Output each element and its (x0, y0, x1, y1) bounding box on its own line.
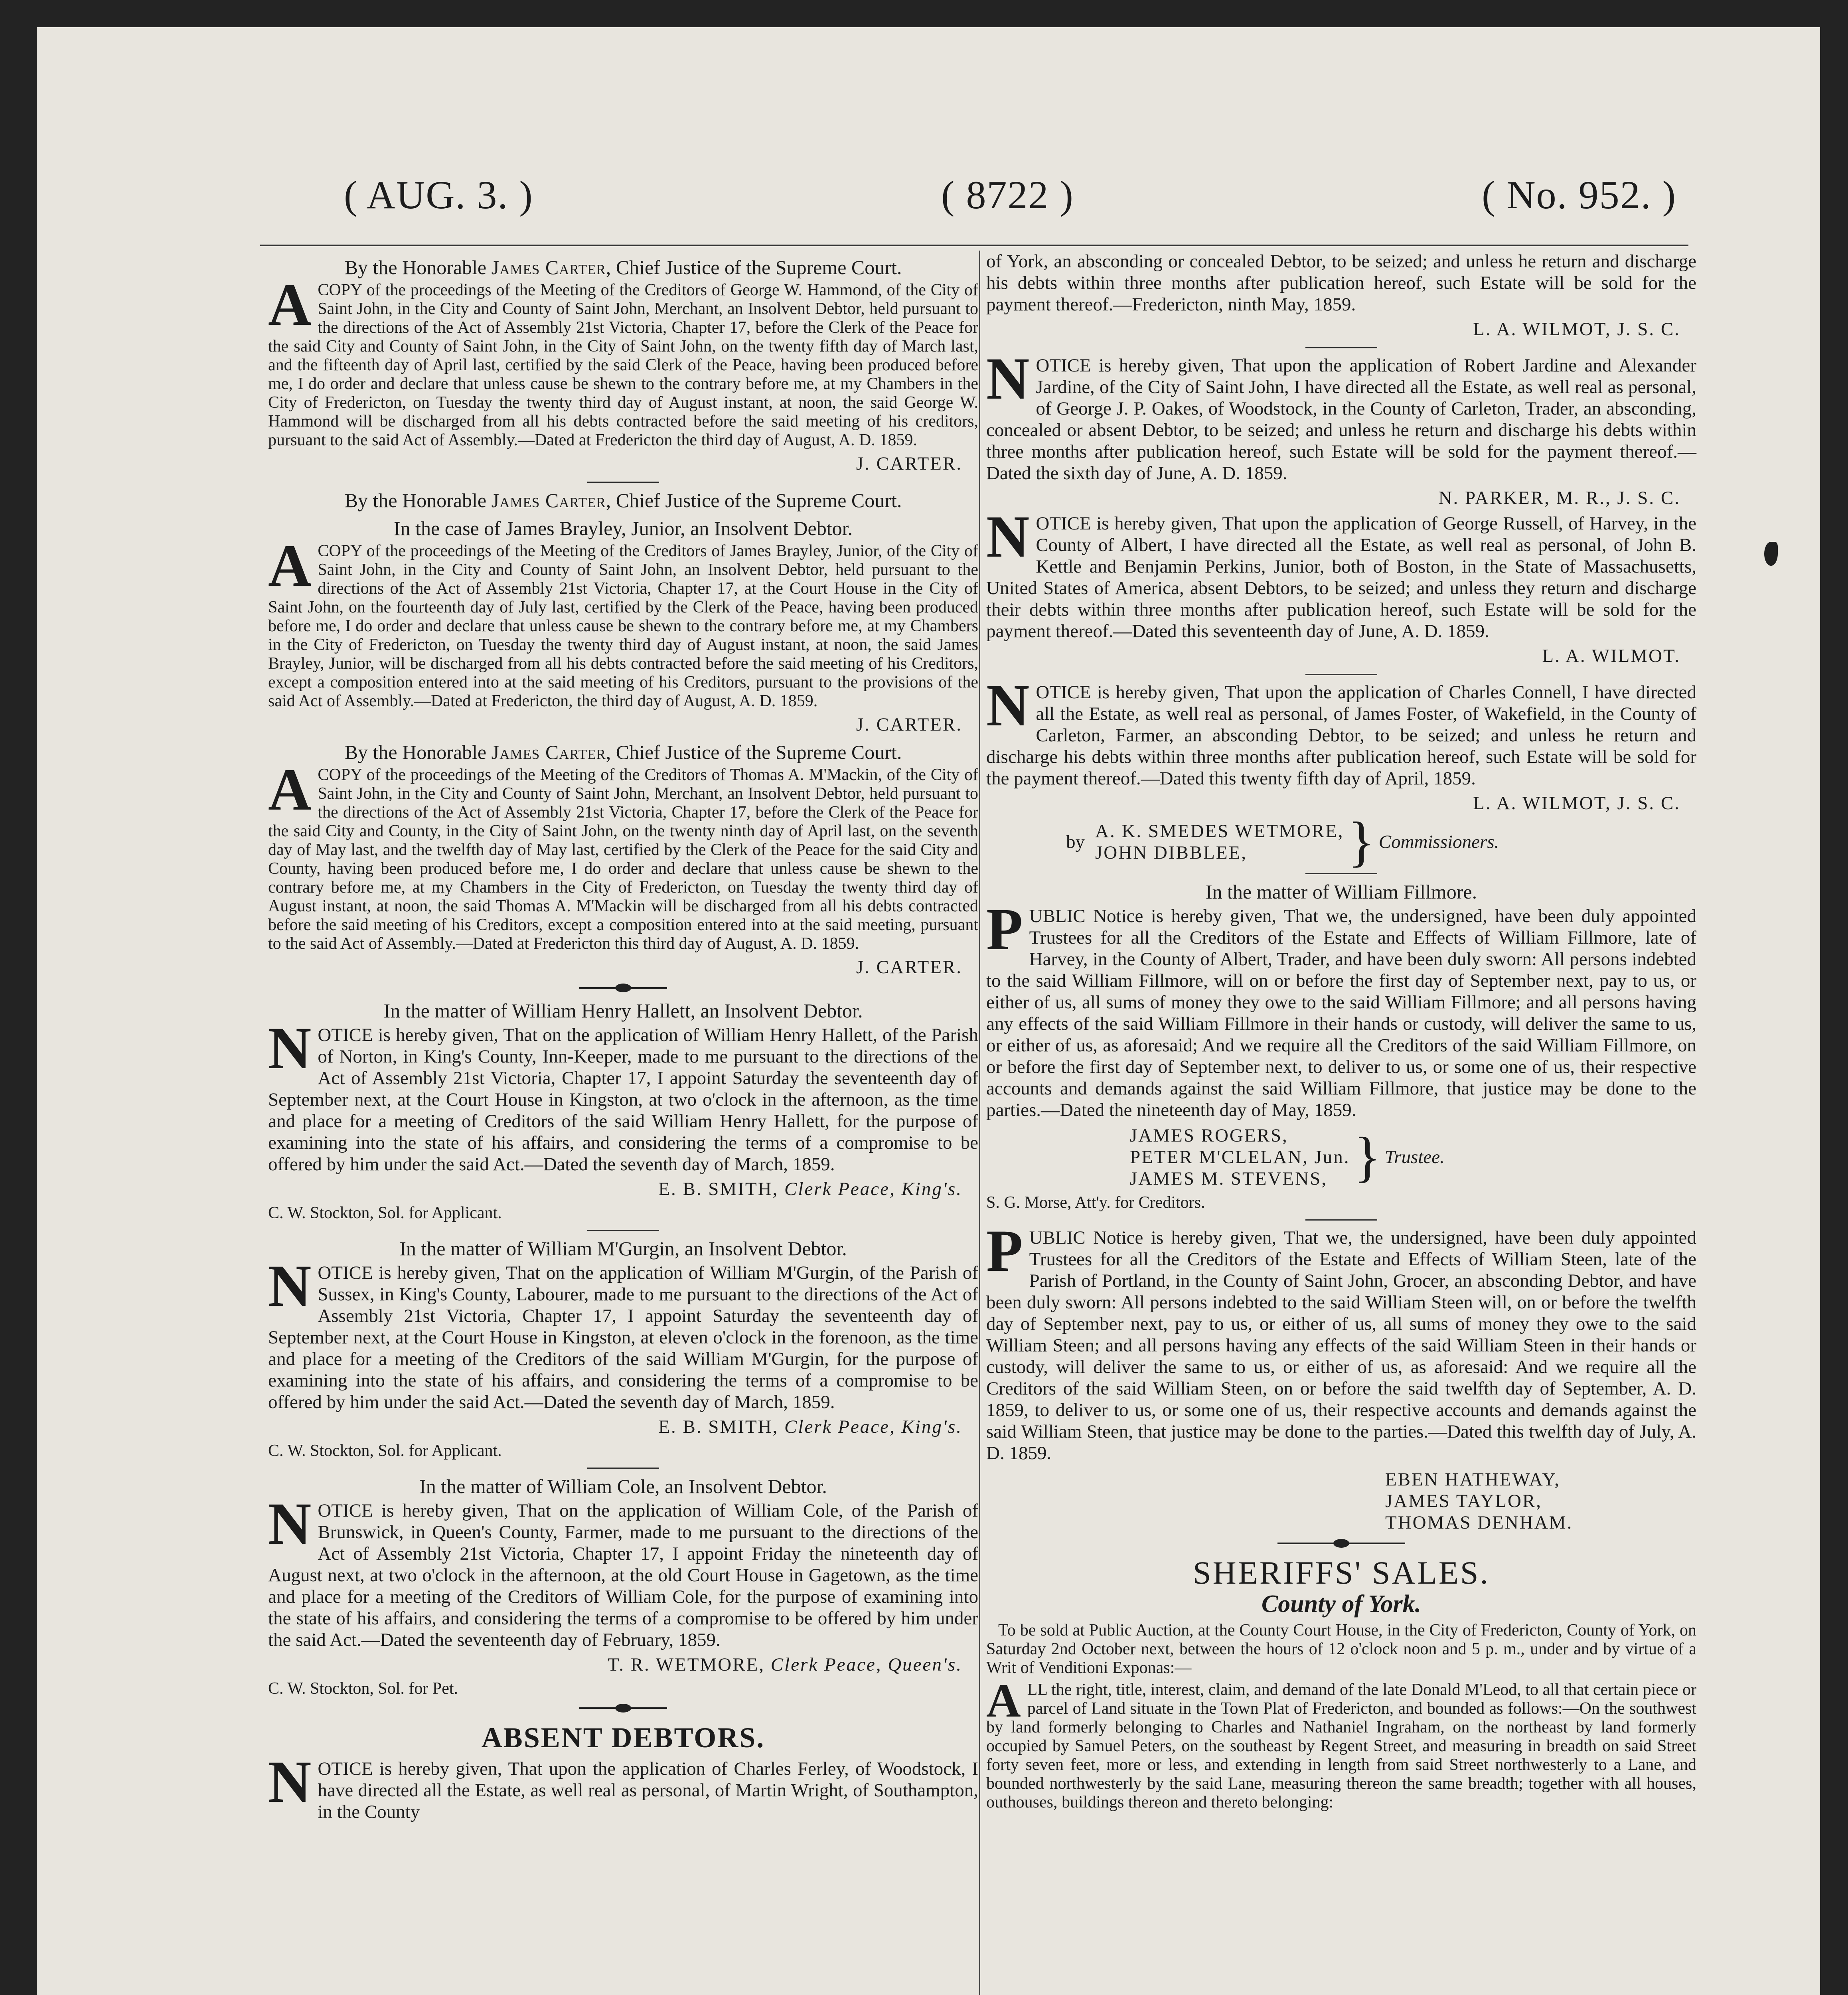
heading-text: By the Honorable (344, 741, 492, 763)
heading-judge-name: James Carter (491, 489, 606, 512)
edge-mark (1764, 542, 1778, 566)
separator-rule (1305, 1219, 1377, 1221)
notice-body-text: COPY of the proceedings of the Meeting of the Creditors of George W. Hammond, of the City of Saint John, in the City and County of Saint John, Merchant, an Insolvent Debtor, held pursuant to the directions of the Act of Assembly 21st Victoria, Chapter 17, before the Clerk of the Peace for the said City and County of Saint John, in the City of Saint John, on the twenty fifth day of March last, and the fifteenth day of April last, certified by the said Clerk of the Peace, having been produced before me, I do order and declare that unless cause be shewn to the contrary before me, at my Chambers in the City of Fredericton, on Tuesday the twenty third day of August instant, at noon, the said George W. Hammond will be discharged from all his debts contracted before the said meeting of his creditors, pursuant to the said Act of Assembly.—Dated at Fredericton the third day of August, A. D. 1859. (268, 281, 978, 449)
signature: J. CARTER. (856, 957, 962, 978)
trustee-name: JAMES ROGERS, (1130, 1125, 1288, 1146)
notice-body-text: UBLIC Notice is hereby given, That we, the undersigned, have been duly appointed Trustees for all the Creditors of the Estate and Effects of William Fillmore, late of Harvey, in the County of Albert, Trader, and have been duly sworn: All persons indebted to the said William Fillmore, will on or before the first day of September next, pay to us, or either of us, all sums of money they owe to the said William Fillmore; and all persons having any effects of the said William Fillmore in their hands or custody, will deliver the same to us, or either of us, as aforesaid; And we require all the Creditors of the said William Fillmore, on or before the first day of September next, to deliver to us, or some one of us, their respective accounts and demands against the said William Fillmore, that justice may be done to the parties.—Dated the nineteenth day of May, 1859. (986, 906, 1696, 1120)
ornament-divider (1277, 1539, 1405, 1548)
case-title: In the matter of William Fillmore. (1205, 881, 1477, 903)
notice-body-text: COPY of the proceedings of the Meeting of the Creditors of Thomas A. M'Mackin, of the City of Saint John, in the City and County of Saint John, Merchant, an Insolvent Debtor, held pursuant to the directions of the Act of Assembly 21st Victoria, Chapter 17, before the Clerk of the Peace for the said City and County, in the City of Saint John, on the twenty ninth day of April last, on the seventh day of May last, and the twelfth day of May last, certified by the Clerk of the Peace for the said City and County, having been produced before me, I do order and declare that unless cause be shewn to the contrary before me, at my Chambers in the City of Fredericton, on Tuesday the twenty third day of August instant, at noon, the said Thomas A. M'Mackin will be discharged from all his debts contracted before the said meeting of his Creditors, except a composition entered into at the said meeting, pursuant to the said Act of Assembly.—Dated at Fredericton this third day of August, A. D. 1859. (268, 766, 978, 953)
notice-fillmore (986, 881, 1696, 1212)
notice-body-text: OTICE is hereby given, That on the application of William M'Gurgin, of the Parish of Sussex, in King's County, Labourer, made to me pursuant to the directions of the Act of Assembly 21st Victoria, Chapter 17, I appoint Saturday the seventeenth day of September next, at the Court House in Kingston, at eleven o'clock in the forenoon, as the time and place for a meeting of the Creditors of the said William M'Gurgin, for the purpose of examining into the state of his affairs, and considering the terms of a compromise to be offered by him under the said Act.—Dated the seventh day of March, 1859. (268, 1262, 978, 1412)
notice-brayley (268, 489, 978, 735)
notice-mmackin (268, 741, 978, 978)
by-label: by (1066, 832, 1085, 852)
notice-body (268, 1749, 978, 1823)
drop-cap: N (986, 672, 1030, 739)
sale-body (986, 1674, 1696, 1812)
signature: L. A. WILMOT. (1542, 646, 1680, 666)
heading-text: By the Honorable (344, 256, 492, 279)
header-page-number: ( 8722 ) (941, 172, 1074, 217)
signature: N. PARKER, M. R., J. S. C. (1438, 488, 1680, 508)
notice-ferley-continued (986, 251, 1696, 340)
sale-intro: To be sold at Public Auction, at the County Court House, in the City of Fredericton, County of York, on Saturday 2nd October next, between the hours of 12 o'clock noon and 5 p. m., under and by virtue of a Writ of Venditioni Exponas:— (986, 1621, 1696, 1677)
separator-rule (587, 1230, 659, 1231)
notice-jardine (986, 346, 1696, 509)
solicitor-line: C. W. Stockton, Sol. for Pet. (268, 1679, 458, 1698)
trustee-role: Trustee. (1384, 1147, 1445, 1167)
notice-mgurgin (268, 1237, 978, 1460)
commissioner-name: JOHN DIBBLEE, (1095, 842, 1248, 863)
signature: J. CARTER. (856, 453, 962, 474)
commissioner-names (1095, 820, 1344, 863)
notice-body (268, 1253, 978, 1413)
drop-cap: A (268, 533, 312, 599)
heading-judge-name: James Carter (491, 256, 606, 279)
drop-cap: P (986, 896, 1023, 962)
trustee-name: EBEN HATHEWAY, (1385, 1469, 1560, 1490)
case-title: In the matter of William Cole, an Insolvent Debtor. (419, 1475, 827, 1497)
signature (268, 1416, 962, 1438)
notice-body (986, 346, 1696, 484)
notice-connell (986, 672, 1696, 873)
brace-symbol: } (1354, 1126, 1381, 1188)
notice-heading (268, 489, 978, 512)
solicitor-line: C. W. Stockton, Sol. for Applicant. (268, 1204, 502, 1222)
notice-body-text: UBLIC Notice is hereby given, That we, the undersigned, have been duly appointed Trustees for all the Creditors of the Estate and Effects of William Steen, late of the Parish of Portland, in the County of Saint John, Grocer, an absconding Debtor, and have been duly sworn: All persons indebted to the said William Steen will, on or before the twelfth day of September next, pay to us, or either of us, all sums of money they owe to the said William Steen; and all persons having any effects of the said William Steen in their hands or custody, will deliver the same to us, or either of us, as aforesaid: And we require all the Creditors of the said William Steen, on or before the said twelfth day of September, A. D. 1859, to deliver to us, or some one of us, their respective accounts and demands against the said William Steen, that justice may be done to the parties.—Dated this twelfth day of July, A. D. 1859. (986, 1227, 1696, 1464)
trustee-name: JAMES M. STEVENS, (1130, 1168, 1327, 1189)
separator-rule (1305, 347, 1377, 348)
header-date: ( AUG. 3. ) (344, 172, 533, 217)
notice-hammond (268, 256, 978, 474)
trustee-names (1385, 1469, 1696, 1533)
signature-title: Clerk Peace, King's. (778, 1179, 962, 1199)
separator-rule (1305, 674, 1377, 675)
drop-cap: N (268, 1253, 312, 1319)
notice-hallett (268, 999, 978, 1223)
heading-text: By the Honorable (344, 489, 492, 512)
notice-body (268, 272, 978, 450)
case-title: In the matter of William Henry Hallett, an Insolvent Debtor. (383, 999, 863, 1022)
drop-cap: N (268, 1749, 312, 1815)
notice-ferley (268, 1749, 978, 1823)
notice-heading (268, 741, 978, 763)
notice-body-text: OTICE is hereby given, That on the application of William Henry Hallett, of the Parish of Norton, in King's County, Inn-Keeper, made to me pursuant to the directions of the Act of Assembly 21st Victoria, Chapter 17, I appoint Saturday the seventeenth day of September next, at the Court House in Kingston, at two o'clock in the afternoon, as the time and place for a meeting of Creditors of the said William Henry Hallett, for the purpose of examining into the state of his affairs, and considering the terms of a compromise to be offered by him under the said Act.—Dated the seventh day of March, 1859. (268, 1025, 978, 1175)
commissioner-name: A. K. SMEDES WETMORE, (1095, 821, 1344, 841)
drop-cap: P (986, 1218, 1023, 1284)
notice-body-text: COPY of the proceedings of the Meeting of the Creditors of James Brayley, Junior, of the City of Saint John, in the City and County of Saint John, an Insolvent Debtor, held pursuant to the directions of the Act of Assembly 21st Victoria, Chapter 17, at the Court House in the City of Saint John, on the fourteenth day of July last, certified by the Clerk of the Peace, having been produced before me, I do order and declare that unless cause be shewn to the contrary before me, at my Chambers in the City of Fredericton, on Tuesday the twenty third day of August instant, at noon, the said James Brayley, Junior, will be discharged from all his debts contracted before the said meeting of his Creditors, except a composition entered into at the said meeting of his Creditors, pursuant to the provisions of the said Act of Assembly.—Dated at Fredericton, the third day of August, A. D. 1859. (268, 542, 978, 710)
column-divider (979, 251, 980, 1995)
ornament-divider (579, 1704, 667, 1713)
header-rule (260, 245, 1688, 246)
commissioners-role: Commissioners. (1378, 832, 1499, 852)
notice-heading (268, 256, 978, 279)
notice-steen (986, 1218, 1696, 1533)
solicitor-line: C. W. Stockton, Sol. for Applicant. (268, 1442, 502, 1460)
ornament-divider (579, 984, 667, 992)
notice-body (268, 757, 978, 953)
sheriffs-sales-title: SHERIFFS' SALES. (1193, 1555, 1490, 1591)
heading-text: , Chief Justice of the Supreme Court. (606, 256, 902, 279)
signature-title: Clerk Peace, Queen's. (765, 1654, 962, 1675)
signature (268, 1654, 962, 1675)
notice-body: of York, an absconding or concealed Debtor, to be seized; and unless he return and discharge his debts within three months after publication hereof, such Estate will be sold for the payment thereof.—Fredericton, ninth May, 1859. (986, 251, 1696, 315)
notice-body (986, 672, 1696, 789)
notice-body (268, 1015, 978, 1175)
drop-cap: N (986, 504, 1030, 570)
drop-cap: N (268, 1015, 312, 1081)
notice-russell (986, 504, 1696, 667)
attorney-line: S. G. Morse, Att'y. for Creditors. (986, 1193, 1205, 1212)
county-heading: County of York. (1261, 1590, 1422, 1618)
heading-judge-name: James Carter (491, 741, 606, 763)
notice-body (986, 896, 1696, 1121)
commissioners-block (1066, 811, 1696, 873)
signature: J. CARTER. (856, 714, 962, 735)
notice-body-text: OTICE is hereby given, That upon the application of George Russell, of Harvey, in the County of Albert, I have directed all the Estate, as well real as personal, of John B. Kettle and Benjamin Perkins, Junior, both of Boston, in the State of Massachusetts, United States of America, absent Debtors, to be seized; and unless they return and discharge their debts within three months after publication hereof, such Estate will be sold for the payment thereof.—Dated this seventeenth day of June, A. D. 1859. (986, 513, 1696, 642)
notice-body-text: OTICE is hereby given, That upon the application of Charles Ferley, of Woodstock, I have directed all the Estate, as well real as personal, of Martin Wright, of Southampton, in the County (318, 1758, 978, 1822)
signature-name: E. B. SMITH, (658, 1179, 779, 1199)
drop-cap: N (986, 346, 1030, 412)
trustees-block (1130, 1125, 1696, 1189)
drop-cap: A (268, 757, 312, 823)
drop-cap: N (268, 1491, 312, 1557)
notice-body (268, 533, 978, 711)
trustee-name: JAMES TAYLOR, (1385, 1491, 1542, 1511)
notice-body-text: OTICE is hereby given, That upon the application of Robert Jardine and Alexander Jardine, of the City of Saint John, I have directed all the Estate, as well real as personal, of George J. P. Oakes, of Woodstock, in the County of Carleton, Trader, an absconding, concealed or absent Debtor, to be seized; and unless he return and discharge his debts within three months after publication hereof, such Estate will be sold for the payment thereof.—Dated the sixth day of June, A. D. 1859. (986, 355, 1696, 484)
separator-rule (587, 482, 659, 483)
trustee-name: PETER M'CLELAN, Jun. (1130, 1147, 1350, 1167)
heading-text: , Chief Justice of the Supreme Court. (606, 741, 902, 763)
trustee-name: THOMAS DENHAM. (1385, 1512, 1573, 1533)
signature: L. A. WILMOT, J. S. C. (1473, 793, 1680, 814)
notice-body (268, 1491, 978, 1651)
notice-body (986, 1218, 1696, 1464)
gazette-page (37, 27, 1820, 1995)
drop-cap: A (986, 1674, 1021, 1727)
notice-body (986, 504, 1696, 642)
header-issue-number: ( No. 952. ) (1482, 172, 1676, 217)
left-column (268, 251, 978, 1826)
notice-body-text: OTICE is hereby given, That on the application of William Cole, of the Parish of Brunswick, in Queen's County, Farmer, made to me pursuant to the directions of the Act of Assembly 21st Victoria, Chapter 17, I appoint Friday the nineteenth day of August next, at two o'clock in the afternoon, at the old Court House in Gagetown, as the time and place for a meeting of the Creditors of William Cole, for the purpose of examining into the state of his affairs, and considering the terms of a compromise to be offered by him under the said Act.—Dated the seventeenth day of February, 1859. (268, 1500, 978, 1650)
absent-debtors-title: ABSENT DEBTORS. (481, 1722, 765, 1754)
case-title: In the matter of William M'Gurgin, an Insolvent Debtor. (399, 1237, 847, 1260)
drop-cap: A (268, 272, 312, 338)
heading-text: , Chief Justice of the Supreme Court. (606, 489, 902, 512)
notice-body-text: OTICE is hereby given, That upon the application of Charles Connell, I have directed all the Estate, as well real as personal, of James Foster, of Wakefield, in the County of Carleton, Farmer, an absconding Debtor, to be seized; and unless he return and discharge his debts within three months after publication hereof, such Estate will be sold for the payment thereof.—Dated this twenty fifth day of April, 1859. (986, 682, 1696, 789)
right-column (986, 251, 1696, 1815)
signature-title: Clerk Peace, King's. (778, 1416, 962, 1437)
notice-cole (268, 1475, 978, 1698)
signature-name: T. R. WETMORE, (607, 1654, 765, 1675)
page-header (344, 165, 1676, 225)
brace-symbol: } (1348, 811, 1375, 873)
signature-name: E. B. SMITH, (658, 1416, 779, 1437)
separator-rule (587, 1468, 659, 1469)
separator-rule (1305, 873, 1377, 874)
case-title: In the case of James Brayley, Junior, an Insolvent Debtor. (394, 517, 853, 539)
signature: L. A. WILMOT, J. S. C. (1473, 319, 1680, 340)
sale-body-text: LL the right, title, interest, claim, and demand of the late Donald M'Leod, to all that certain piece or parcel of Land situate in the Town Plat of Fredericton, and bounded as follows:—On the southwest by land formerly belonging to Charles and Nathaniel Ingraham, on the northeast by land formerly occupied by Samuel Peters, on the southeast by Regent Street, and measuring in breadth on said Street forty seven feet, more or less, and extending in length from said Street northwesterly to a Lane, and bounded northwesterly by the said Lane, measuring thereon the same breadth; together with all houses, outhouses, buildings thereon and thereto belonging: (986, 1681, 1696, 1811)
trustee-names (1130, 1125, 1350, 1189)
signature (268, 1178, 962, 1200)
